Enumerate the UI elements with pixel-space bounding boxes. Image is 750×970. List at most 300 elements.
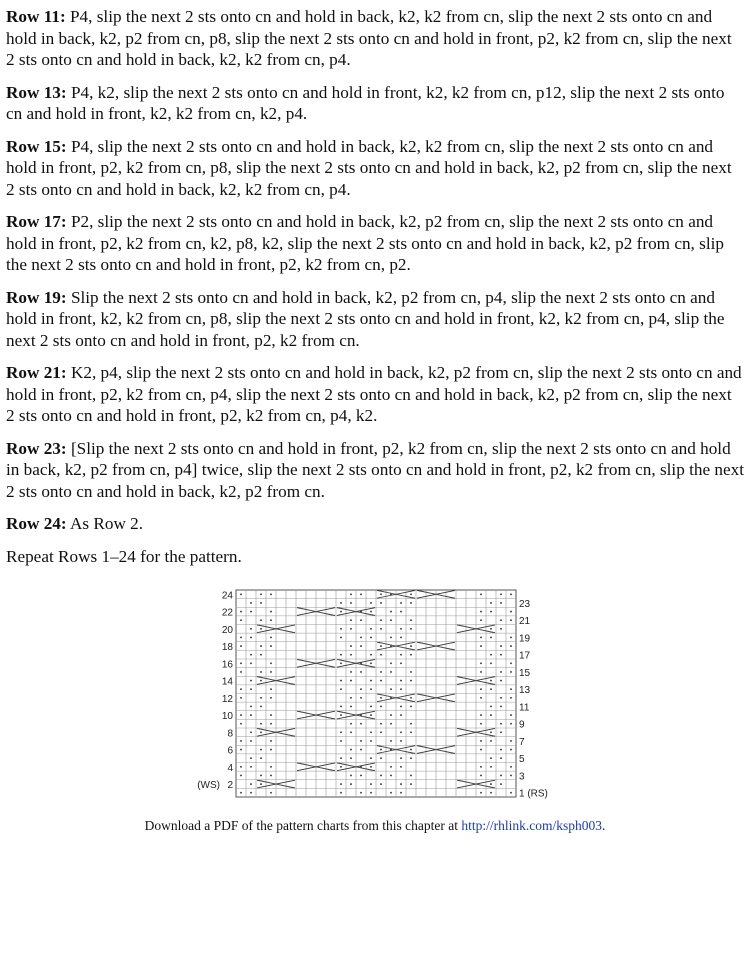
- row-23-instruction: [6, 438, 744, 503]
- purl-dot: [490, 783, 492, 785]
- purl-dot: [400, 766, 402, 768]
- purl-dot: [240, 714, 242, 716]
- purl-dot: [370, 628, 372, 630]
- purl-dot: [500, 628, 502, 630]
- purl-dot: [240, 593, 242, 595]
- purl-dot: [380, 731, 382, 733]
- purl-dot: [260, 619, 262, 621]
- purl-dot: [500, 706, 502, 708]
- purl-dot: [350, 706, 352, 708]
- purl-dot: [240, 766, 242, 768]
- purl-dot: [500, 654, 502, 656]
- purl-dot: [400, 792, 402, 794]
- purl-dot: [350, 775, 352, 777]
- purl-dot: [370, 662, 372, 664]
- purl-dot: [260, 706, 262, 708]
- left-row-number: 16: [221, 659, 233, 671]
- purl-dot: [410, 783, 412, 785]
- purl-dot: [270, 637, 272, 639]
- purl-dot: [250, 792, 252, 794]
- pattern-pdf-link[interactable]: http://rhlink.com/ksph003: [461, 818, 603, 833]
- purl-dot: [380, 680, 382, 682]
- repeat-note: Repeat Rows 1–24 for the pattern.: [6, 546, 242, 566]
- left-row-number: 24: [221, 590, 233, 602]
- purl-dot: [490, 680, 492, 682]
- purl-dot: [260, 697, 262, 699]
- purl-dot: [510, 740, 512, 742]
- purl-dot: [260, 723, 262, 725]
- purl-dot: [400, 706, 402, 708]
- purl-dot: [240, 662, 242, 664]
- purl-dot: [500, 619, 502, 621]
- purl-dot: [260, 749, 262, 751]
- purl-dot: [350, 731, 352, 733]
- row-text: As Row 2.: [66, 514, 144, 533]
- purl-dot: [390, 671, 392, 673]
- purl-dot: [360, 619, 362, 621]
- purl-dot: [350, 671, 352, 673]
- purl-dot: [370, 766, 372, 768]
- knitting-chart-svg: [196, 585, 558, 805]
- right-row-number: 23: [519, 598, 531, 610]
- purl-dot: [270, 611, 272, 613]
- purl-dot: [380, 706, 382, 708]
- right-row-number: 13: [519, 685, 531, 697]
- purl-dot: [270, 662, 272, 664]
- purl-dot: [510, 697, 512, 699]
- purl-dot: [370, 706, 372, 708]
- purl-dot: [370, 611, 372, 613]
- purl-dot: [480, 645, 482, 647]
- purl-dot: [270, 619, 272, 621]
- purl-dot: [340, 662, 342, 664]
- caption-end: .: [602, 818, 606, 833]
- purl-dot: [250, 783, 252, 785]
- purl-dot: [510, 714, 512, 716]
- purl-dot: [480, 662, 482, 664]
- purl-dot: [390, 792, 392, 794]
- purl-dot: [380, 671, 382, 673]
- purl-dot: [340, 792, 342, 794]
- purl-dot: [490, 611, 492, 613]
- purl-dot: [380, 602, 382, 604]
- left-row-number: 22: [221, 607, 233, 619]
- purl-dot: [490, 731, 492, 733]
- purl-dot: [240, 688, 242, 690]
- purl-dot: [380, 697, 382, 699]
- purl-dot: [270, 714, 272, 716]
- purl-dot: [360, 749, 362, 751]
- purl-dot: [370, 757, 372, 759]
- purl-dot: [390, 775, 392, 777]
- purl-dot: [500, 783, 502, 785]
- purl-dot: [480, 637, 482, 639]
- purl-dot: [490, 766, 492, 768]
- purl-dot: [510, 611, 512, 613]
- purl-dot: [510, 593, 512, 595]
- right-row-number: 11: [519, 702, 530, 714]
- purl-dot: [400, 688, 402, 690]
- purl-dot: [360, 645, 362, 647]
- purl-dot: [490, 688, 492, 690]
- purl-dot: [260, 775, 262, 777]
- purl-dot: [510, 645, 512, 647]
- purl-dot: [370, 680, 372, 682]
- purl-dot: [270, 723, 272, 725]
- purl-dot: [490, 602, 492, 604]
- purl-dot: [360, 593, 362, 595]
- purl-dot: [250, 740, 252, 742]
- purl-dot: [370, 688, 372, 690]
- purl-dot: [490, 662, 492, 664]
- left-row-number: 4: [227, 762, 233, 774]
- purl-dot: [380, 628, 382, 630]
- purl-dot: [260, 654, 262, 656]
- purl-dot: [350, 619, 352, 621]
- purl-dot: [250, 654, 252, 656]
- row-label: Row 23:: [6, 438, 67, 458]
- purl-dot: [240, 740, 242, 742]
- purl-dot: [340, 731, 342, 733]
- purl-dot: [270, 593, 272, 595]
- purl-dot: [480, 766, 482, 768]
- purl-dot: [390, 714, 392, 716]
- purl-dot: [260, 593, 262, 595]
- purl-dot: [380, 593, 382, 595]
- purl-dot: [270, 775, 272, 777]
- purl-dot: [260, 602, 262, 604]
- purl-dot: [250, 637, 252, 639]
- purl-dot: [250, 662, 252, 664]
- purl-dot: [370, 731, 372, 733]
- purl-dot: [240, 792, 242, 794]
- purl-dot: [480, 619, 482, 621]
- purl-dot: [360, 775, 362, 777]
- purl-dot: [350, 645, 352, 647]
- purl-dot: [500, 731, 502, 733]
- purl-dot: [270, 740, 272, 742]
- purl-dot: [400, 783, 402, 785]
- purl-dot: [270, 749, 272, 751]
- purl-dot: [240, 671, 242, 673]
- purl-dot: [410, 731, 412, 733]
- purl-dot: [240, 723, 242, 725]
- row-text: Slip the next 2 sts onto cn and hold in back, k2, p2 from cn, p4, slip the next 2 sts onto cn and hold in front, k2, k2 from cn, p8, slip the next 2 sts onto cn and hold in front, k2, k2 from cn, p4, slip the next 2 sts onto cn and hold in front, p2, k2 from cn.: [6, 287, 725, 350]
- row-text: P4, k2, slip the next 2 sts onto cn and hold in front, k2, k2 from cn, p12, slip the next 2 sts onto cn and hold in front, k2, k2 from cn, k2, p4.: [6, 82, 725, 123]
- purl-dot: [380, 619, 382, 621]
- purl-dot: [250, 628, 252, 630]
- purl-dot: [500, 671, 502, 673]
- purl-dot: [390, 740, 392, 742]
- purl-dot: [480, 740, 482, 742]
- left-row-number: 20: [221, 624, 233, 636]
- row-13-instruction: [6, 82, 744, 125]
- purl-dot: [340, 628, 342, 630]
- purl-dot: [390, 637, 392, 639]
- left-row-number: 10: [221, 711, 233, 723]
- purl-dot: [260, 731, 262, 733]
- left-row-number: 2: [227, 780, 233, 792]
- purl-dot: [390, 723, 392, 725]
- purl-dot: [270, 645, 272, 647]
- purl-dot: [400, 611, 402, 613]
- purl-dot: [360, 637, 362, 639]
- purl-dot: [400, 731, 402, 733]
- purl-dot: [360, 697, 362, 699]
- purl-dot: [250, 611, 252, 613]
- purl-dot: [500, 749, 502, 751]
- purl-dot: [410, 602, 412, 604]
- purl-dot: [270, 688, 272, 690]
- purl-dot: [370, 637, 372, 639]
- purl-dot: [390, 611, 392, 613]
- left-row-number: 6: [227, 745, 233, 757]
- purl-dot: [410, 619, 412, 621]
- download-caption: [0, 818, 750, 834]
- purl-dot: [410, 645, 412, 647]
- purl-dot: [480, 688, 482, 690]
- purl-dot: [260, 671, 262, 673]
- right-row-number: 3: [519, 771, 525, 783]
- purl-dot: [480, 714, 482, 716]
- row-label: Row 13:: [6, 82, 67, 102]
- row-text: P2, slip the next 2 sts onto cn and hold in back, k2, p2 from cn, slip the next 2 sts onto cn and hold in front, p2, k2 from cn, k2, p8, k2, slip the next 2 sts onto cn and hold in back, k2, p2 from cn, slip the next 2 sts onto cn and hold in front, p2, k2 from cn, p2.: [6, 212, 724, 274]
- purl-dot: [340, 757, 342, 759]
- row-text: [Slip the next 2 sts onto cn and hold in front, p2, k2 from cn, slip the next 2 sts onto cn and hold in back, k2, p2 from cn, p4] twice, slip the next 2 sts onto cn and hold in front, p2, k2 from cn, slip the next 2 sts onto cn and hold in back, k2, p2 from cn.: [6, 438, 744, 501]
- purl-dot: [350, 680, 352, 682]
- ws-label: (WS): [197, 780, 220, 792]
- purl-dot: [380, 757, 382, 759]
- right-row-number: 1 (RS): [519, 788, 548, 800]
- purl-dot: [260, 783, 262, 785]
- purl-dot: [240, 637, 242, 639]
- purl-dot: [270, 671, 272, 673]
- row-15-instruction: [6, 136, 744, 201]
- purl-dot: [500, 593, 502, 595]
- purl-dot: [510, 723, 512, 725]
- purl-dot: [260, 645, 262, 647]
- right-row-number: 9: [519, 719, 525, 731]
- purl-dot: [350, 723, 352, 725]
- purl-dot: [260, 757, 262, 759]
- purl-dot: [350, 783, 352, 785]
- purl-dot: [400, 740, 402, 742]
- purl-dot: [500, 645, 502, 647]
- purl-dot: [490, 706, 492, 708]
- purl-dot: [350, 654, 352, 656]
- purl-dot: [510, 662, 512, 664]
- purl-dot: [410, 723, 412, 725]
- purl-dot: [510, 749, 512, 751]
- purl-dot: [350, 593, 352, 595]
- purl-dot: [480, 792, 482, 794]
- purl-dot: [340, 783, 342, 785]
- purl-dot: [490, 654, 492, 656]
- purl-dot: [240, 645, 242, 647]
- row-label: Row 17:: [6, 212, 67, 231]
- purl-dot: [510, 688, 512, 690]
- purl-dot: [340, 637, 342, 639]
- row-17-instruction: [6, 211, 744, 276]
- left-row-number: 18: [221, 642, 233, 654]
- purl-dot: [380, 775, 382, 777]
- purl-dot: [480, 611, 482, 613]
- purl-dot: [400, 637, 402, 639]
- row-text: P4, slip the next 2 sts onto cn and hold in back, k2, k2 from cn, slip the next 2 sts onto cn and hold in back, k2, p2 from cn, p8, slip the next 2 sts onto cn and hold in front, p2, k2 from cn, slip the next 2 sts onto cn and hold in back, k2, k2 from cn, p4.: [6, 7, 732, 69]
- purl-dot: [500, 680, 502, 682]
- right-row-number: 7: [519, 736, 525, 748]
- purl-dot: [370, 740, 372, 742]
- purl-dot: [240, 749, 242, 751]
- purl-dot: [260, 628, 262, 630]
- purl-dot: [360, 740, 362, 742]
- purl-dot: [360, 671, 362, 673]
- purl-dot: [340, 611, 342, 613]
- row-21-instruction: [6, 362, 744, 427]
- purl-dot: [380, 749, 382, 751]
- purl-dot: [400, 628, 402, 630]
- purl-dot: [350, 628, 352, 630]
- purl-dot: [510, 766, 512, 768]
- purl-dot: [510, 619, 512, 621]
- purl-dot: [480, 697, 482, 699]
- purl-dot: [390, 662, 392, 664]
- purl-dot: [480, 749, 482, 751]
- purl-dot: [370, 783, 372, 785]
- purl-dot: [270, 766, 272, 768]
- purl-dot: [380, 783, 382, 785]
- purl-dot: [490, 757, 492, 759]
- row-11-instruction: [6, 6, 744, 71]
- purl-dot: [270, 697, 272, 699]
- purl-dot: [390, 619, 392, 621]
- left-row-number: 12: [221, 693, 233, 705]
- purl-dot: [340, 654, 342, 656]
- purl-dot: [340, 766, 342, 768]
- purl-dot: [350, 602, 352, 604]
- purl-dot: [250, 688, 252, 690]
- purl-dot: [260, 680, 262, 682]
- purl-dot: [510, 775, 512, 777]
- purl-dot: [250, 602, 252, 604]
- purl-dot: [400, 680, 402, 682]
- purl-dot: [490, 792, 492, 794]
- row-label: Row 21:: [6, 363, 67, 382]
- purl-dot: [390, 688, 392, 690]
- purl-dot: [400, 757, 402, 759]
- purl-dot: [240, 611, 242, 613]
- purl-dot: [410, 749, 412, 751]
- purl-dot: [410, 671, 412, 673]
- purl-dot: [240, 775, 242, 777]
- purl-dot: [250, 706, 252, 708]
- purl-dot: [500, 775, 502, 777]
- purl-dot: [340, 706, 342, 708]
- caption-text: Download a PDF of the pattern charts from this chapter at: [144, 818, 462, 833]
- right-row-number: 21: [519, 616, 531, 628]
- right-row-number: 15: [519, 667, 531, 679]
- purl-dot: [350, 697, 352, 699]
- purl-dot: [480, 593, 482, 595]
- purl-dot: [340, 602, 342, 604]
- purl-dot: [250, 680, 252, 682]
- purl-dot: [410, 697, 412, 699]
- purl-dot: [400, 654, 402, 656]
- row-19-instruction: [6, 287, 744, 352]
- purl-dot: [250, 714, 252, 716]
- document-body: [6, 6, 744, 567]
- purl-dot: [410, 757, 412, 759]
- row-label: Row 15:: [6, 136, 67, 156]
- purl-dot: [370, 602, 372, 604]
- knitting-chart: [196, 585, 558, 805]
- row-text: P4, slip the next 2 sts onto cn and hold in back, k2, k2 from cn, slip the next 2 sts onto cn and hold in front, p2, k2 from cn, p8, slip the next 2 sts onto cn and hold in back, k2, p2 from cn, slip the next 2 sts onto cn and hold in back, k2, k2 from cn, p4.: [6, 136, 732, 199]
- purl-dot: [340, 714, 342, 716]
- purl-dot: [500, 757, 502, 759]
- purl-dot: [410, 654, 412, 656]
- purl-dot: [500, 723, 502, 725]
- purl-dot: [400, 602, 402, 604]
- purl-dot: [350, 749, 352, 751]
- purl-dot: [240, 619, 242, 621]
- purl-dot: [380, 723, 382, 725]
- left-row-number: 8: [227, 728, 233, 740]
- purl-dot: [350, 757, 352, 759]
- purl-dot: [480, 723, 482, 725]
- purl-dot: [410, 628, 412, 630]
- purl-dot: [490, 714, 492, 716]
- purl-dot: [380, 654, 382, 656]
- purl-dot: [270, 792, 272, 794]
- purl-dot: [490, 740, 492, 742]
- purl-dot: [370, 792, 372, 794]
- row-label: Row 19:: [6, 287, 67, 307]
- purl-dot: [250, 757, 252, 759]
- purl-dot: [250, 766, 252, 768]
- purl-dot: [410, 593, 412, 595]
- purl-dot: [410, 775, 412, 777]
- left-row-number: 14: [221, 676, 233, 688]
- purl-dot: [400, 714, 402, 716]
- purl-dot: [250, 731, 252, 733]
- purl-dot: [510, 637, 512, 639]
- row-24-instruction: [6, 513, 744, 535]
- purl-dot: [340, 680, 342, 682]
- purl-dot: [360, 688, 362, 690]
- purl-dot: [370, 714, 372, 716]
- right-row-number: 19: [519, 633, 531, 645]
- purl-dot: [510, 671, 512, 673]
- purl-dot: [360, 723, 362, 725]
- right-row-number: 17: [519, 650, 531, 662]
- purl-dot: [360, 792, 362, 794]
- row-label: Row 24:: [6, 514, 67, 533]
- purl-dot: [510, 792, 512, 794]
- purl-dot: [340, 688, 342, 690]
- row-label: Row 11:: [6, 7, 66, 26]
- purl-dot: [410, 706, 412, 708]
- purl-dot: [480, 671, 482, 673]
- right-row-number: 5: [519, 754, 525, 766]
- purl-dot: [490, 628, 492, 630]
- row-text: K2, p4, slip the next 2 sts onto cn and hold in back, k2, p2 from cn, slip the next 2 sts onto cn and hold in front, p2, k2 from cn, p4, slip the next 2 sts onto cn and hold in back, k2, p2 from cn, slip the next 2 sts onto cn and hold in front, p2, k2 from cn, p4, k2.: [6, 363, 742, 425]
- purl-dot: [480, 775, 482, 777]
- purl-dot: [380, 645, 382, 647]
- purl-dot: [340, 740, 342, 742]
- purl-dot: [410, 680, 412, 682]
- purl-dot: [370, 654, 372, 656]
- purl-dot: [500, 697, 502, 699]
